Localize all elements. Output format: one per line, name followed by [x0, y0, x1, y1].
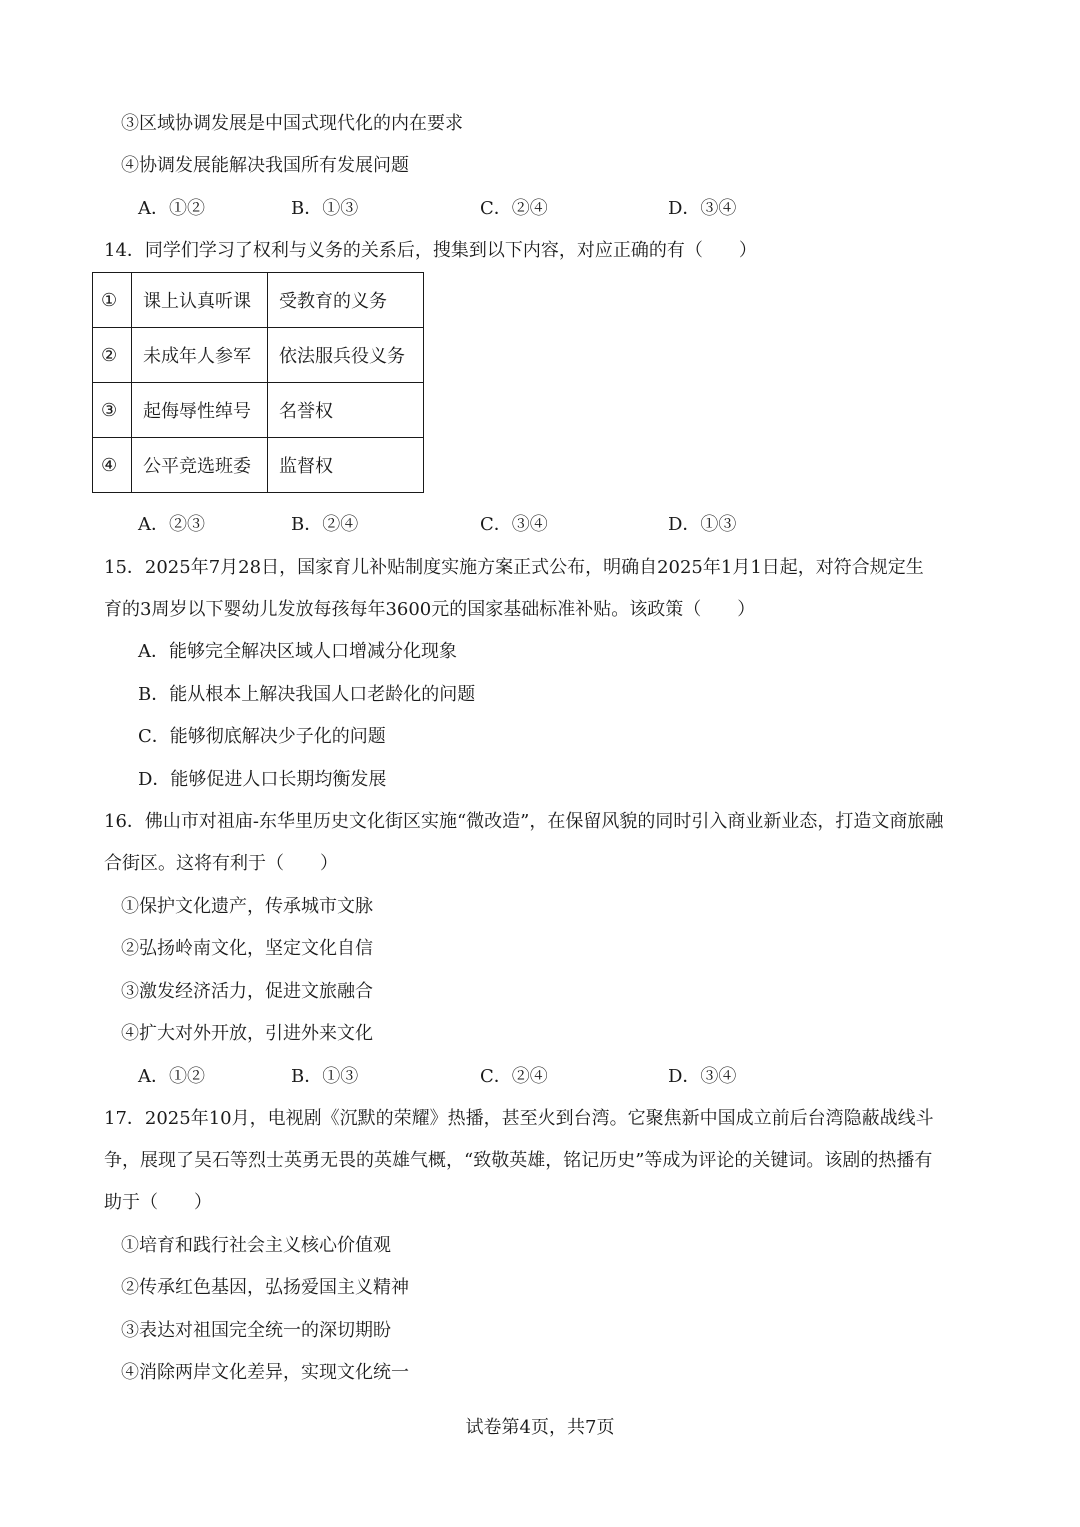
q15-stem-line-2: 育的3周岁以下婴幼儿发放每孩每年3600元的国家基础标准补贴。该政策（ ） — [104, 599, 756, 620]
table-row — [93, 438, 424, 493]
q16-statement-3: ③激发经济活力，促进文旅融合 — [121, 981, 373, 1002]
q13-option-b: B．①③ — [291, 198, 359, 219]
q13-option-d: D．③④ — [668, 198, 737, 219]
q17-stem-line-1: 17．2025年10月，电视剧《沉默的荣耀》热播，甚至火到台湾。它聚焦新中国成立前后台湾隐蔽战线斗 — [104, 1108, 934, 1129]
page-footer: 试卷第4页，共7页 — [465, 1417, 615, 1438]
q17-statement-1: ①培育和践行社会主义核心价值观 — [121, 1235, 391, 1256]
table-row — [93, 383, 424, 438]
table-cell: ③ — [93, 383, 132, 438]
q14-option-a: A．②③ — [138, 514, 205, 535]
table-cell: 受教育的义务 — [268, 273, 424, 328]
q16-option-a: A．①② — [138, 1066, 205, 1087]
q16-option-b: B．①③ — [291, 1066, 359, 1087]
q15-stem-line-1: 15．2025年7月28日，国家育儿补贴制度实施方案正式公布，明确自2025年1月1日起，对符合规定生 — [104, 557, 924, 578]
table-cell: 监督权 — [268, 438, 424, 493]
q14-option-d: D．①③ — [668, 514, 737, 535]
q13-options — [0, 197, 1080, 221]
table-cell: 名誉权 — [268, 383, 424, 438]
table-cell: 依法服兵役义务 — [268, 328, 424, 383]
q17-statement-4: ④消除两岸文化差异，实现文化统一 — [121, 1362, 409, 1383]
table-cell: 起侮辱性绰号 — [132, 383, 268, 438]
q14-table — [92, 272, 424, 493]
q17-stem-line-3: 助于（ ） — [104, 1192, 212, 1213]
q15-choice-b: B．能从根本上解决我国人口老龄化的问题 — [138, 684, 476, 705]
q16-option-d: D．③④ — [668, 1066, 737, 1087]
q13-statement-4: ④协调发展能解决我国所有发展问题 — [121, 155, 409, 176]
q15-choice-d: D．能够促进人口长期均衡发展 — [138, 769, 387, 790]
table-cell: 课上认真听课 — [132, 273, 268, 328]
table-cell: ④ — [93, 438, 132, 493]
q14-option-b: B．②④ — [291, 514, 359, 535]
q17-statement-3: ③表达对祖国完全统一的深切期盼 — [121, 1320, 391, 1341]
q16-stem-line-2: 合街区。这将有利于（ ） — [104, 853, 338, 874]
q14-options — [0, 513, 1080, 537]
q16-stem-line-1: 16．佛山市对祖庙-东华里历史文化街区实施“微改造”，在保留风貌的同时引入商业新业态，打造文商旅融 — [104, 811, 944, 832]
q14-stem: 14．同学们学习了权利与义务的关系后，搜集到以下内容，对应正确的有（ ） — [104, 240, 757, 261]
q15-choice-a: A．能够完全解决区域人口增减分化现象 — [138, 641, 457, 662]
q16-statement-2: ②弘扬岭南文化，坚定文化自信 — [121, 938, 373, 959]
table-cell: ① — [93, 273, 132, 328]
q14-option-c: C．③④ — [480, 514, 548, 535]
q13-option-c: C．②④ — [480, 198, 548, 219]
table-row — [93, 328, 424, 383]
table-row — [93, 273, 424, 328]
table-cell: 未成年人参军 — [132, 328, 268, 383]
q13-statement-3: ③区域协调发展是中国式现代化的内在要求 — [121, 113, 463, 134]
q15-choice-c: C．能够彻底解决少子化的问题 — [138, 726, 386, 747]
q13-option-a: A．①② — [138, 198, 205, 219]
q16-option-c: C．②④ — [480, 1066, 548, 1087]
q16-statement-1: ①保护文化遗产，传承城市文脉 — [121, 896, 373, 917]
q17-stem-line-2: 争，展现了吴石等烈士英勇无畏的英雄气概，“致敬英雄，铭记历史”等成为评论的关键词。该剧的热播有 — [104, 1150, 933, 1171]
q16-statement-4: ④扩大对外开放，引进外来文化 — [121, 1023, 373, 1044]
q17-statement-2: ②传承红色基因，弘扬爱国主义精神 — [121, 1277, 409, 1298]
table-cell: ② — [93, 328, 132, 383]
q16-options — [0, 1065, 1080, 1089]
table-cell: 公平竞选班委 — [132, 438, 268, 493]
